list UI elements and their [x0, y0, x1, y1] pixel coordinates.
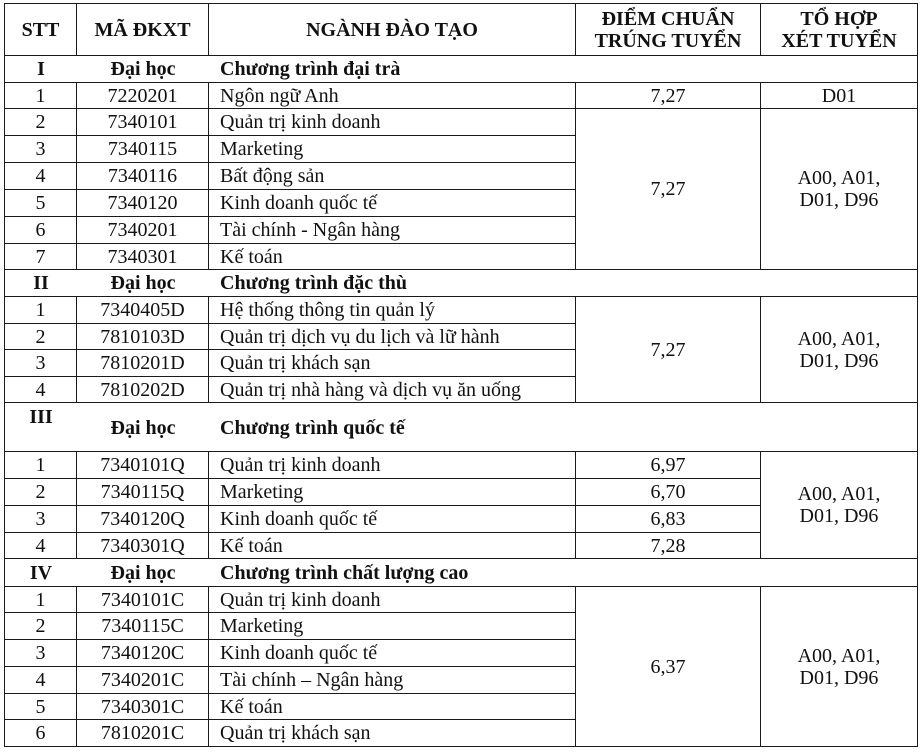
row-stt: 4	[4, 376, 77, 403]
subject-combination	[760, 296, 918, 403]
row-stt: 2	[4, 478, 77, 506]
row-nganh: Marketing	[208, 135, 576, 163]
row-stt: 1	[4, 586, 77, 613]
row-nganh: Kế toán	[208, 243, 576, 270]
row-stt: 4	[4, 162, 77, 190]
row-nganh: Kinh doanh quốc tế	[208, 189, 576, 217]
row-nganh: Quản trị kinh doanh	[208, 108, 576, 136]
row-ma-dkxt: 7340120C	[76, 639, 209, 667]
row-nganh: Tài chính - Ngân hàng	[208, 216, 576, 244]
row-ma-dkxt: 7220201	[76, 82, 209, 109]
row-nganh: Kinh doanh quốc tế	[208, 639, 576, 667]
row-stt: 1	[4, 451, 77, 479]
row-stt: 3	[4, 639, 77, 667]
row-nganh: Quản trị kinh doanh	[208, 586, 576, 613]
row-stt: 3	[4, 135, 77, 163]
section-header-row	[4, 558, 918, 587]
combo-line: A00, A01,	[797, 483, 881, 505]
row-ma-dkxt: 7340115Q	[76, 478, 209, 506]
section-program: Chương trình chất lượng cao	[220, 561, 469, 584]
combo-line: D01, D96	[799, 349, 879, 372]
combo-line: D01	[821, 84, 857, 107]
row-nganh: Marketing	[208, 478, 576, 506]
row-ma-dkxt: 7810103D	[76, 323, 209, 350]
subject-combination	[760, 108, 918, 270]
row-nganh: Quản trị nhà hàng và dịch vụ ăn uống	[208, 376, 576, 403]
subject-combination	[760, 586, 918, 747]
cutoff-score: 7,28	[575, 532, 761, 559]
combo-line: D01, D96	[799, 666, 879, 689]
header-ma-dkxt: MÃ ĐKXT	[76, 3, 209, 56]
header-nganh-dao-tao: NGÀNH ĐÀO TẠO	[208, 3, 576, 56]
row-ma-dkxt: 7340405D	[76, 296, 209, 324]
combo-line: D01, D96	[799, 505, 879, 527]
section-header-row	[4, 402, 918, 452]
row-ma-dkxt: 7340101C	[76, 586, 209, 613]
header-diem-chuan	[575, 3, 761, 56]
section-level: Đại học	[110, 58, 176, 80]
row-ma-dkxt: 7810201D	[76, 349, 209, 377]
row-ma-dkxt: 7340301C	[76, 693, 209, 720]
row-ma-dkxt: 7810201C	[76, 719, 209, 747]
header-diem-line1: ĐIỂM CHUẨN	[601, 7, 735, 30]
cutoff-score: 6,70	[575, 478, 761, 506]
cutoff-score: 7,27	[575, 108, 761, 270]
subject-combination	[760, 451, 918, 559]
row-stt: 5	[4, 693, 77, 720]
row-ma-dkxt: 7340201C	[76, 666, 209, 694]
row-ma-dkxt: 7340101Q	[76, 451, 209, 479]
header-diem-line2: TRÚNG TUYỂN	[594, 29, 742, 52]
cutoff-score: 6,37	[575, 586, 761, 747]
subject-combination	[760, 82, 918, 109]
section-roman: I	[37, 58, 45, 80]
row-stt: 4	[4, 666, 77, 694]
section-program: Chương trình đại trà	[220, 58, 401, 80]
row-stt: 2	[4, 323, 77, 350]
row-stt: 1	[4, 82, 77, 109]
row-stt: 3	[4, 349, 77, 377]
section-roman: II	[33, 272, 49, 294]
cutoff-score: 7,27	[575, 82, 761, 109]
row-ma-dkxt: 7340115	[76, 135, 209, 163]
row-ma-dkxt: 7810202D	[76, 376, 209, 403]
section-roman: IV	[29, 561, 53, 584]
row-stt: 6	[4, 719, 77, 747]
cutoff-score: 7,27	[575, 296, 761, 403]
row-ma-dkxt: 7340115C	[76, 612, 209, 640]
combo-line: D01, D96	[799, 189, 879, 211]
header-stt: STT	[4, 3, 77, 56]
section-program: Chương trình đặc thù	[220, 272, 408, 294]
row-ma-dkxt: 7340301Q	[76, 532, 209, 559]
row-ma-dkxt: 7340101	[76, 108, 209, 136]
combo-line: A00, A01,	[797, 644, 881, 667]
combo-line: A00, A01,	[797, 327, 881, 350]
row-ma-dkxt: 7340201	[76, 216, 209, 244]
header-tohop-line2: XÉT TUYỂN	[781, 29, 897, 52]
row-ma-dkxt: 7340120	[76, 189, 209, 217]
row-nganh: Marketing	[208, 612, 576, 640]
row-nganh: Hệ thống thông tin quản lý	[208, 296, 576, 324]
row-stt: 3	[4, 505, 77, 533]
header-to-hop	[760, 3, 918, 56]
combo-line: A00, A01,	[797, 167, 881, 189]
row-ma-dkxt: 7340301	[76, 243, 209, 270]
section-roman: III	[29, 406, 53, 428]
row-nganh: Quản trị dịch vụ du lịch và lữ hành	[208, 323, 576, 350]
row-nganh: Quản trị khách sạn	[208, 349, 576, 377]
section-program: Chương trình quốc tế	[220, 417, 405, 439]
section-level: Đại học	[110, 561, 176, 584]
row-nganh: Kế toán	[208, 532, 576, 559]
row-stt: 5	[4, 189, 77, 217]
row-ma-dkxt: 7340116	[76, 162, 209, 190]
cutoff-score: 6,83	[575, 505, 761, 533]
row-nganh: Kinh doanh quốc tế	[208, 505, 576, 533]
row-nganh: Tài chính – Ngân hàng	[208, 666, 576, 694]
section-header-row	[4, 55, 918, 83]
row-nganh: Bất động sản	[208, 162, 576, 190]
row-stt: 2	[4, 612, 77, 640]
header-tohop-line1: TỔ HỢP	[800, 7, 878, 30]
section-level: Đại học	[110, 417, 176, 439]
cutoff-score: 6,97	[575, 451, 761, 479]
row-stt: 1	[4, 296, 77, 324]
row-stt: 2	[4, 108, 77, 136]
row-stt: 4	[4, 532, 77, 559]
row-nganh: Quản trị khách sạn	[208, 719, 576, 747]
row-nganh: Kế toán	[208, 693, 576, 720]
row-stt: 6	[4, 216, 77, 244]
row-stt: 7	[4, 243, 77, 270]
row-nganh: Ngôn ngữ Anh	[208, 82, 576, 109]
section-header-row	[4, 269, 918, 297]
row-nganh: Quản trị kinh doanh	[208, 451, 576, 479]
row-ma-dkxt: 7340120Q	[76, 505, 209, 533]
section-level: Đại học	[110, 272, 176, 294]
